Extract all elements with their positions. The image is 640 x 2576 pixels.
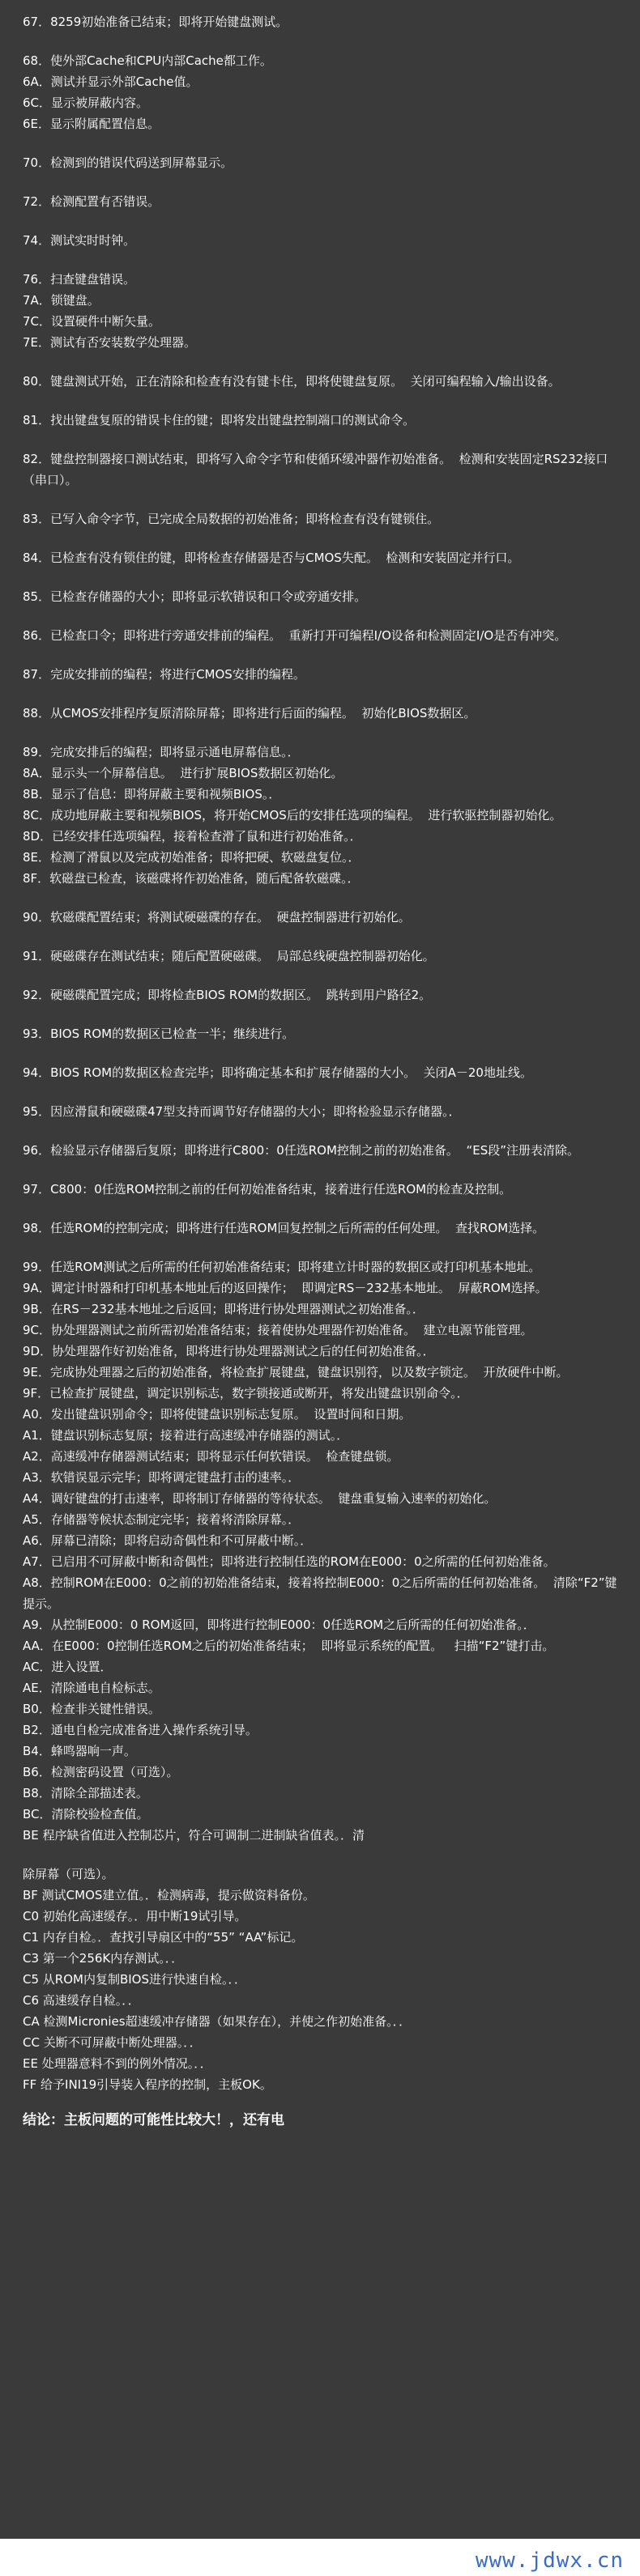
code-line: A5．存储器等候状态制定完毕；接着将清除屏幕。． <box>23 1512 301 1527</box>
code-line: 96．检验显示存储器后复原；即将进行C800：0任选ROM控制之前的初始准备。 “ES段”注册表清除。 <box>23 1143 579 1158</box>
code-block <box>23 1179 629 1200</box>
code-line: 9F．已检查扩展键盘，调定识别标志，数字锁接通或断开，将发出键盘识别命令。． <box>23 1386 469 1401</box>
block-spacer <box>23 251 629 269</box>
code-line: 93．BIOS ROM的数据区已检查一半；继续进行。 <box>23 1027 295 1041</box>
code-line: A8．控制ROM在E000：0之前的初始准备结束，接着将控制E000：0之后所需的任何初始准备。 清除“F2”键提示。 <box>23 1575 617 1611</box>
block-spacer <box>23 134 629 152</box>
code-line: 6C．显示被屏蔽内容。 <box>23 96 149 110</box>
code-line: FF 给予INI19引导装入程序的控制，主板OK。 <box>23 2077 272 2092</box>
code-line: 74．测试实时时钟。 <box>23 233 136 248</box>
code-line: 99．任选ROM测试之后所需的任何初始准备结束；即将建立计时器的数据区或打印机基本地址。 <box>23 1260 541 1274</box>
code-block <box>23 586 629 607</box>
code-line: 87．完成安排前的编程；将进行CMOS安排的编程。 <box>23 667 305 682</box>
code-line: 6A．测试并显示外部Cache值。 <box>23 74 198 89</box>
code-line: 84．已检查有没有锁住的键，即将检查存储器是否与CMOS失配。 检测和安装固定并行口。 <box>23 550 520 565</box>
block-spacer <box>23 1005 629 1023</box>
code-line: B6．检测密码设置（可选）。 <box>23 1765 179 1779</box>
code-line: 8F．软磁盘已检查，该磁碟将作初始准备，随后配备软磁碟。． <box>23 871 360 886</box>
code-block <box>23 50 629 134</box>
code-line: CC 关断不可屏蔽中断处理器。．． <box>23 2035 202 2050</box>
code-line: CA 检测Micronies超速缓冲存储器（如果存在），并使之作初始准备。．． <box>23 2014 412 2029</box>
code-line: C6 高速缓存自检。．． <box>23 1993 140 2008</box>
code-line: 82．键盘控制器接口测试结束，即将写入命令字节和使循环缓冲器作初始准备。 检测和安装固定RS232接口（串口）。 <box>23 452 608 487</box>
code-line: 9B．在RS－232基本地址之后返回；即将进行协处理器测试之初始准备。． <box>23 1302 425 1316</box>
block-spacer <box>23 491 629 508</box>
code-block <box>23 703 629 724</box>
code-line: 91．硬磁碟存在测试结束；随后配置硬磁碟。 局部总线硬盘控制器初始化。 <box>23 949 435 963</box>
code-line: 83．已写入命令字节，已完成全局数据的初始准备；即将检查有没有键锁住。 <box>23 512 440 526</box>
block-spacer <box>23 32 629 50</box>
block-spacer <box>23 1122 629 1140</box>
code-line: 81．找出键盘复原的错误卡住的键；即将发出键盘控制端口的测试命令。 <box>23 413 416 427</box>
code-line: AE．清除通电自检标志。 <box>23 1681 160 1695</box>
code-line: 88．从CMOS安排程序复原清除屏幕；即将进行后面的编程。 初始化BIOS数据区。 <box>23 706 476 721</box>
code-line: AA．在E000：0控制任选ROM之后的初始准备结束； 即将显示系统的配置。 扫描“F2”键打击。 <box>23 1639 555 1653</box>
code-line: BE 程序缺省值进入控制芯片，符合可调制二进制缺省值表。．清 <box>23 1828 365 1843</box>
block-spacer <box>23 568 629 586</box>
block-spacer <box>23 685 629 703</box>
code-block <box>23 152 629 173</box>
code-line: A6．屏幕已清除；即将启动奇偶性和不可屏蔽中断。． <box>23 1533 313 1548</box>
code-line: B8．清除全部描述表。 <box>23 1786 148 1800</box>
block-spacer <box>23 724 629 742</box>
code-block <box>23 907 629 928</box>
block-spacer <box>23 1200 629 1218</box>
code-line: 9E．完成协处理器之后的初始准备，将检查扩展键盘，键盘识别符，以及数字锁定。 开放硬件中断。 <box>23 1365 569 1379</box>
code-line: C5 从ROM内复制BIOS进行快速自检。．． <box>23 1972 246 1987</box>
block-spacer <box>23 1044 629 1062</box>
code-block <box>23 269 629 353</box>
block-spacer <box>23 212 629 230</box>
code-block <box>23 191 629 212</box>
code-line: A9．从控制E000：0 ROM返回，即将进行控制E000：0任选ROM之后所需的任何初始准备。． <box>23 1617 535 1632</box>
block-spacer <box>23 928 629 946</box>
code-line: B2．通电自检完成准备进入操作系统引导。 <box>23 1723 258 1737</box>
block-spacer <box>23 1846 629 1864</box>
post-code-list <box>23 11 629 2095</box>
code-line: C0 初始化高速缓存。．用中断19试引导。 <box>23 1909 247 1923</box>
code-block <box>23 742 629 889</box>
code-line: A2．高速缓冲存储器测试结束；即将显示任何软错误。 检查键盘锁。 <box>23 1449 399 1464</box>
code-line: C3 第一个256K内存测试。．． <box>23 1951 184 1966</box>
code-line: C1 内存自检。．查找引导扇区中的“55” “AA”标记。 <box>23 1930 304 1945</box>
code-line: BC．清除校验检查值。 <box>23 1807 149 1821</box>
code-line: 7C．设置硬件中断矢量。 <box>23 314 161 329</box>
code-line: 89．完成安排后的编程；即将显示通电屏幕信息。． <box>23 745 300 759</box>
block-spacer <box>23 173 629 191</box>
footer-bar <box>0 2539 640 2576</box>
code-block <box>23 11 629 32</box>
block-spacer <box>23 353 629 371</box>
code-line: 90．软磁碟配置结束；将测试硬磁碟的存在。 硬盘控制器进行初始化。 <box>23 910 411 925</box>
code-line: 72．检测配置有否错误。 <box>23 194 160 209</box>
code-block <box>23 1062 629 1083</box>
code-line: EE 处理器意料不到的例外情况。．． <box>23 2056 212 2071</box>
code-line: 97．C800：0任选ROM控制之前的任何初始准备结束，接着进行任选ROM的检查及控制。 <box>23 1182 512 1197</box>
code-line: 68．使外部Cache和CPU内部Cache都工作。 <box>23 53 272 68</box>
code-line: A0．发出键盘识别命令；即将使键盘识别标志复原。 设置时间和日期。 <box>23 1407 412 1422</box>
block-spacer <box>23 1083 629 1101</box>
code-line: A1．键盘识别标志复原；接着进行高速缓冲存储器的测试。． <box>23 1428 349 1443</box>
block-spacer <box>23 646 629 664</box>
code-line: 7E．测试有否安装数学处理器。 <box>23 335 197 350</box>
code-line: 9D．协处理器作好初始准备，即将进行协处理器测试之后的任何初始准备。． <box>23 1344 435 1358</box>
code-line: 70．检测到的错误代码送到屏幕显示。 <box>23 155 233 170</box>
code-block <box>23 1218 629 1239</box>
code-block <box>23 230 629 251</box>
code-line: 8A．显示头一个屏幕信息。 进行扩展BIOS数据区初始化。 <box>23 766 343 780</box>
code-block <box>23 1256 629 1846</box>
block-spacer <box>23 889 629 907</box>
code-line: 8E．检测了滑鼠以及完成初始准备；即将把硬、软磁盘复位。． <box>23 850 361 865</box>
code-line: 80．键盘测试开始，正在清除和检查有没有键卡住，即将使键盘复原。 关闭可编程输入/输出设备。 <box>23 374 561 389</box>
code-block <box>23 508 629 529</box>
block-spacer <box>23 1161 629 1179</box>
conclusion-text: 结论：主板问题的可能性比较大！，还有电 <box>23 2112 284 2128</box>
site-watermark: www.jdwx.cn <box>475 2548 624 2573</box>
block-spacer <box>23 431 629 448</box>
code-line: 除屏幕（可选）。 <box>23 1867 114 1881</box>
code-line: BF 测试CMOS建立值。．检测病毒，提示做资料备份。 <box>23 1888 315 1902</box>
code-line: 92．硬磁碟配置完成；即将检查BIOS ROM的数据区。 跳转到用户路径2。 <box>23 988 432 1002</box>
code-block <box>23 1101 629 1122</box>
code-line: A4．调好键盘的打击速率，即将制订存储器的等待状态。 键盘重复输入速率的初始化。 <box>23 1491 497 1506</box>
code-line: 7A．锁键盘。 <box>23 293 100 308</box>
code-block <box>23 1864 629 2095</box>
code-block <box>23 1023 629 1044</box>
code-block <box>23 946 629 967</box>
code-line: AC．进入设置． <box>23 1660 113 1674</box>
code-line: 8D．已经安排任选项编程，接着检查滑了鼠和进行初始准备。． <box>23 829 362 844</box>
code-block <box>23 371 629 392</box>
code-block <box>23 664 629 685</box>
code-line: 9A．调定计时器和打印机基本地址后的返回操作； 即调定RS－232基本地址。 屏蔽ROM选择。 <box>23 1281 548 1295</box>
code-block <box>23 625 629 646</box>
code-line: 76．扫查键盘错误。 <box>23 272 136 287</box>
block-spacer <box>23 1239 629 1256</box>
code-block <box>23 547 629 568</box>
code-block <box>23 984 629 1005</box>
block-spacer <box>23 392 629 410</box>
code-line: A7．已启用不可屏蔽中断和奇偶性；即将进行控制任选的ROM在E000：0之所需的任何初始准备。 <box>23 1554 556 1569</box>
code-line: 98．任选ROM的控制完成；即将进行任选ROM回复控制之后所需的任何处理。 查找ROM选择。 <box>23 1221 545 1235</box>
block-spacer <box>23 607 629 625</box>
code-line: 67．8259初始准备已结束；即将开始键盘测试。 <box>23 15 288 29</box>
code-block <box>23 410 629 431</box>
code-line: 9C．协处理器测试之前所需初始准备结束；接着使协处理器作初始准备。 建立电源节能管理。 <box>23 1323 533 1337</box>
code-line: 94．BIOS ROM的数据区检查完毕；即将确定基本和扩展存储器的大小。 关闭A－20地址线。 <box>23 1065 532 1080</box>
code-line: A3．软错误显示完毕；即将调定键盘打击的速率。． <box>23 1470 301 1485</box>
code-block <box>23 1140 629 1161</box>
code-block <box>23 448 629 491</box>
code-line: 6E．显示附属配置信息。 <box>23 117 160 131</box>
code-line: 8B．显示了信息：即将屏蔽主要和视频BIOS。． <box>23 787 281 801</box>
block-spacer <box>23 967 629 984</box>
code-line: 95．因应滑鼠和硬磁碟47型支持而调节好存储器的大小；即将检验显示存储器。． <box>23 1104 461 1119</box>
code-line: B4．蜂鸣器响一声。 <box>23 1744 136 1758</box>
code-line: 86．已检查口令；即将进行旁通安排前的编程。 重新打开可编程I/O设备和检测固定I/O是否有冲突。 <box>23 628 567 643</box>
code-line: 8C．成功地屏蔽主要和视频BIOS，将开始CMOS后的安排任选项的编程。 进行软驱控制器初始化。 <box>23 808 562 823</box>
code-line: 85．已检查存储器的大小；即将显示软错误和口令或旁通安排。 <box>23 589 367 604</box>
block-spacer <box>23 529 629 547</box>
code-line: B0．检查非关键性错误。 <box>23 1702 160 1716</box>
